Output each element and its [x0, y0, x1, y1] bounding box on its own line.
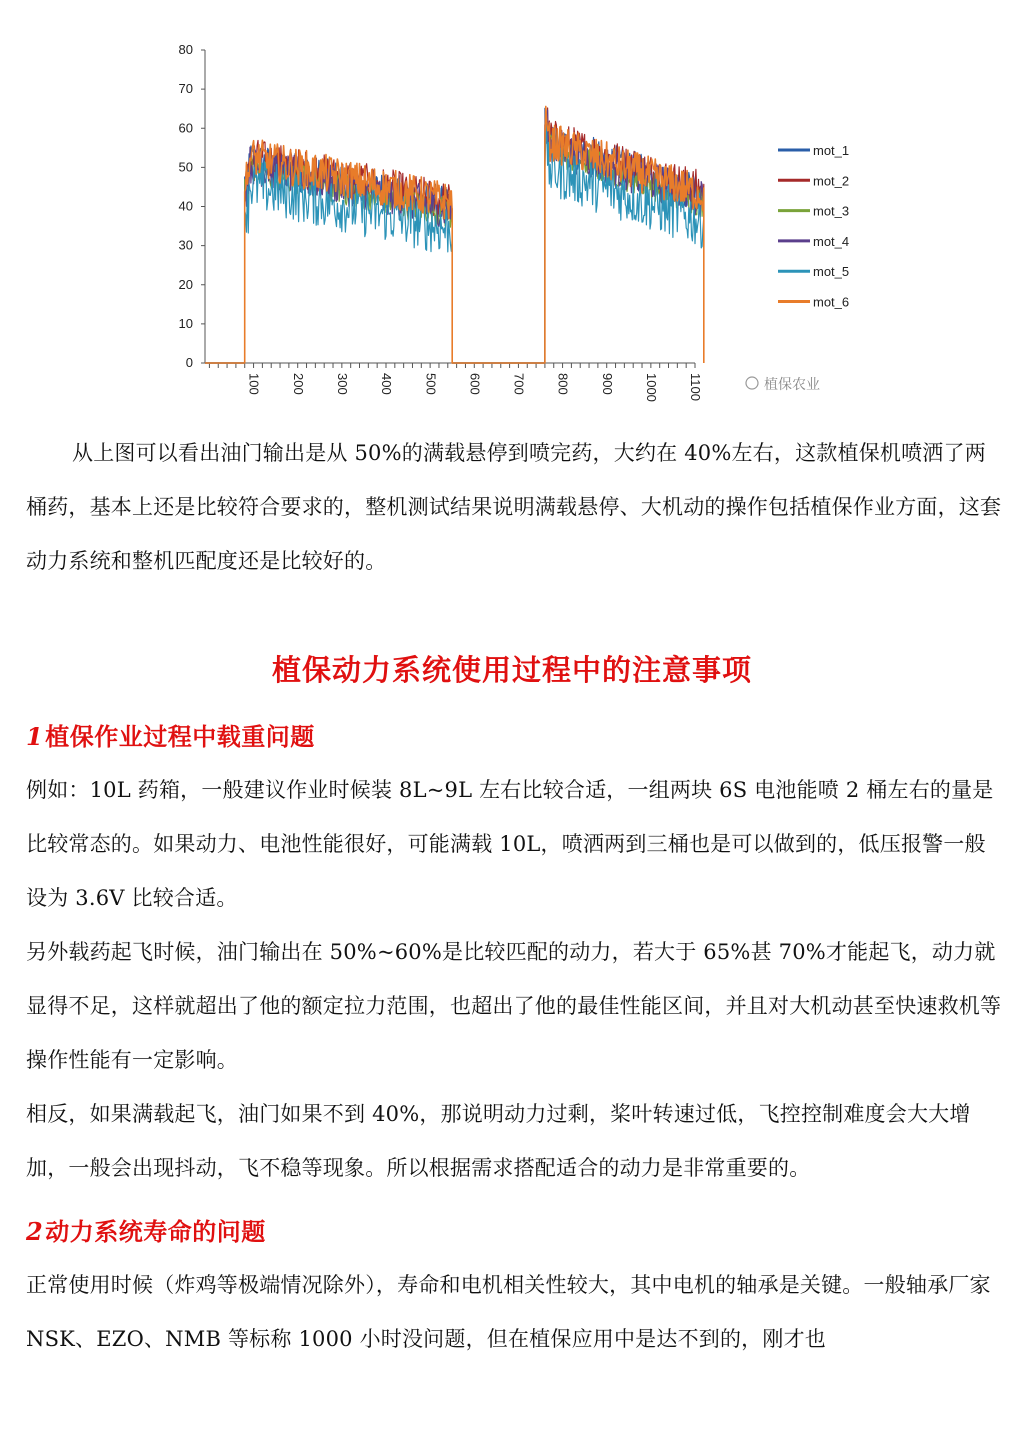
x-tick-label: 1100: [688, 373, 704, 401]
y-tick-label: 40: [178, 198, 193, 214]
legend-label: mot_2: [813, 173, 850, 189]
y-tick-label: 50: [178, 159, 193, 175]
x-tick-label: 600: [467, 373, 483, 395]
subsection-text: 植保作业过程中载重问题: [45, 723, 315, 751]
legend-label: mot_4: [813, 233, 850, 249]
chart-legend: [778, 143, 849, 310]
series-line-mot_1: [205, 108, 704, 363]
watermark: [746, 376, 820, 392]
paragraph-load-example: 例如：10L 药箱，一般建议作业时候装 8L~9L 左右比较合适，一组两块 6S 电池能喷 2 桶左右的量是比较常态的。如果动力、电池性能很好，可能满载 10L，喷洒两到三桶也是可以做到的，低压报警一般设为 3.6V 比较合适。: [26, 778, 994, 910]
y-axis-ticks: [179, 42, 205, 370]
series-line-mot_6: [205, 106, 704, 363]
section-title: 植保动力系统使用过程中的注意事项: [271, 653, 752, 687]
x-tick-label: 200: [290, 373, 306, 395]
paragraph-chart-summary: 从上图可以看出油门输出是从 50%的满载悬停到喷完药，大约在 40%左右，这款植保机喷洒了两桶药，基本上还是比较符合要求的，整机测试结果说明满载悬停、大机动的操作包括植保作业方面，这套动力系统和整机匹配度还是比较好的。: [26, 441, 1002, 573]
x-tick-label: 300: [335, 373, 351, 395]
paragraph-takeoff-throttle: 另外载药起飞时候，油门输出在 50%~60%是比较匹配的动力，若大于 65%甚 70%才能起飞，动力就显得不足，这样就超出了他的额定拉力范围，也超出了他的最佳性能区间，并且对大机动甚至快速救机等操作性能有一定影响。: [26, 940, 1002, 1072]
x-tick-label: 400: [379, 373, 395, 395]
series-lines: [205, 106, 704, 363]
x-tick-label: 700: [511, 373, 527, 395]
throttle-output-chart: [150, 30, 870, 420]
y-tick-label: 10: [178, 315, 193, 331]
y-tick-label: 60: [178, 120, 193, 136]
subsection-text: 动力系统寿命的问题: [45, 1218, 266, 1246]
series-line-mot_4: [205, 110, 704, 363]
subsection-number: 1: [26, 722, 44, 751]
y-tick-label: 70: [178, 81, 193, 97]
x-tick-label: 1000: [644, 373, 660, 402]
subsection-title-load: [26, 717, 315, 752]
x-tick-label: 800: [555, 373, 571, 395]
x-axis-ticks: [209, 363, 703, 402]
y-tick-label: 30: [178, 237, 193, 253]
x-tick-label: 100: [246, 373, 262, 395]
y-tick-label: 20: [178, 276, 193, 292]
paragraph-lifespan: 正常使用时候（炸鸡等极端情况除外），寿命和电机相关性较大，其中电机的轴承是关键。一般轴承厂家 NSK、EZO、NMB 等标称 1000 小时没问题，但在植保应用中是达不到的，刚才也: [26, 1273, 991, 1351]
subsection-title-lifespan: [26, 1212, 266, 1247]
watermark-text: 植保农业: [764, 376, 820, 392]
legend-label: mot_1: [813, 143, 850, 158]
x-tick-label: 500: [423, 373, 439, 395]
x-tick-label: 900: [599, 373, 615, 395]
legend-label: mot_5: [813, 264, 850, 280]
subsection-number: 2: [26, 1217, 44, 1246]
legend-label: mot_3: [813, 203, 850, 219]
y-tick-label: 0: [185, 355, 193, 370]
paragraph-excess-power: 相反，如果满载起飞，油门如果不到 40%，那说明动力过剩，桨叶转速过低，飞控控制难度会大大增加，一般会出现抖动，飞不稳等现象。所以根据需求搭配适合的动力是非常重要的。: [26, 1102, 971, 1180]
series-line-mot_2: [205, 108, 704, 363]
y-tick-label: 80: [178, 42, 193, 57]
legend-label: mot_6: [813, 294, 850, 310]
